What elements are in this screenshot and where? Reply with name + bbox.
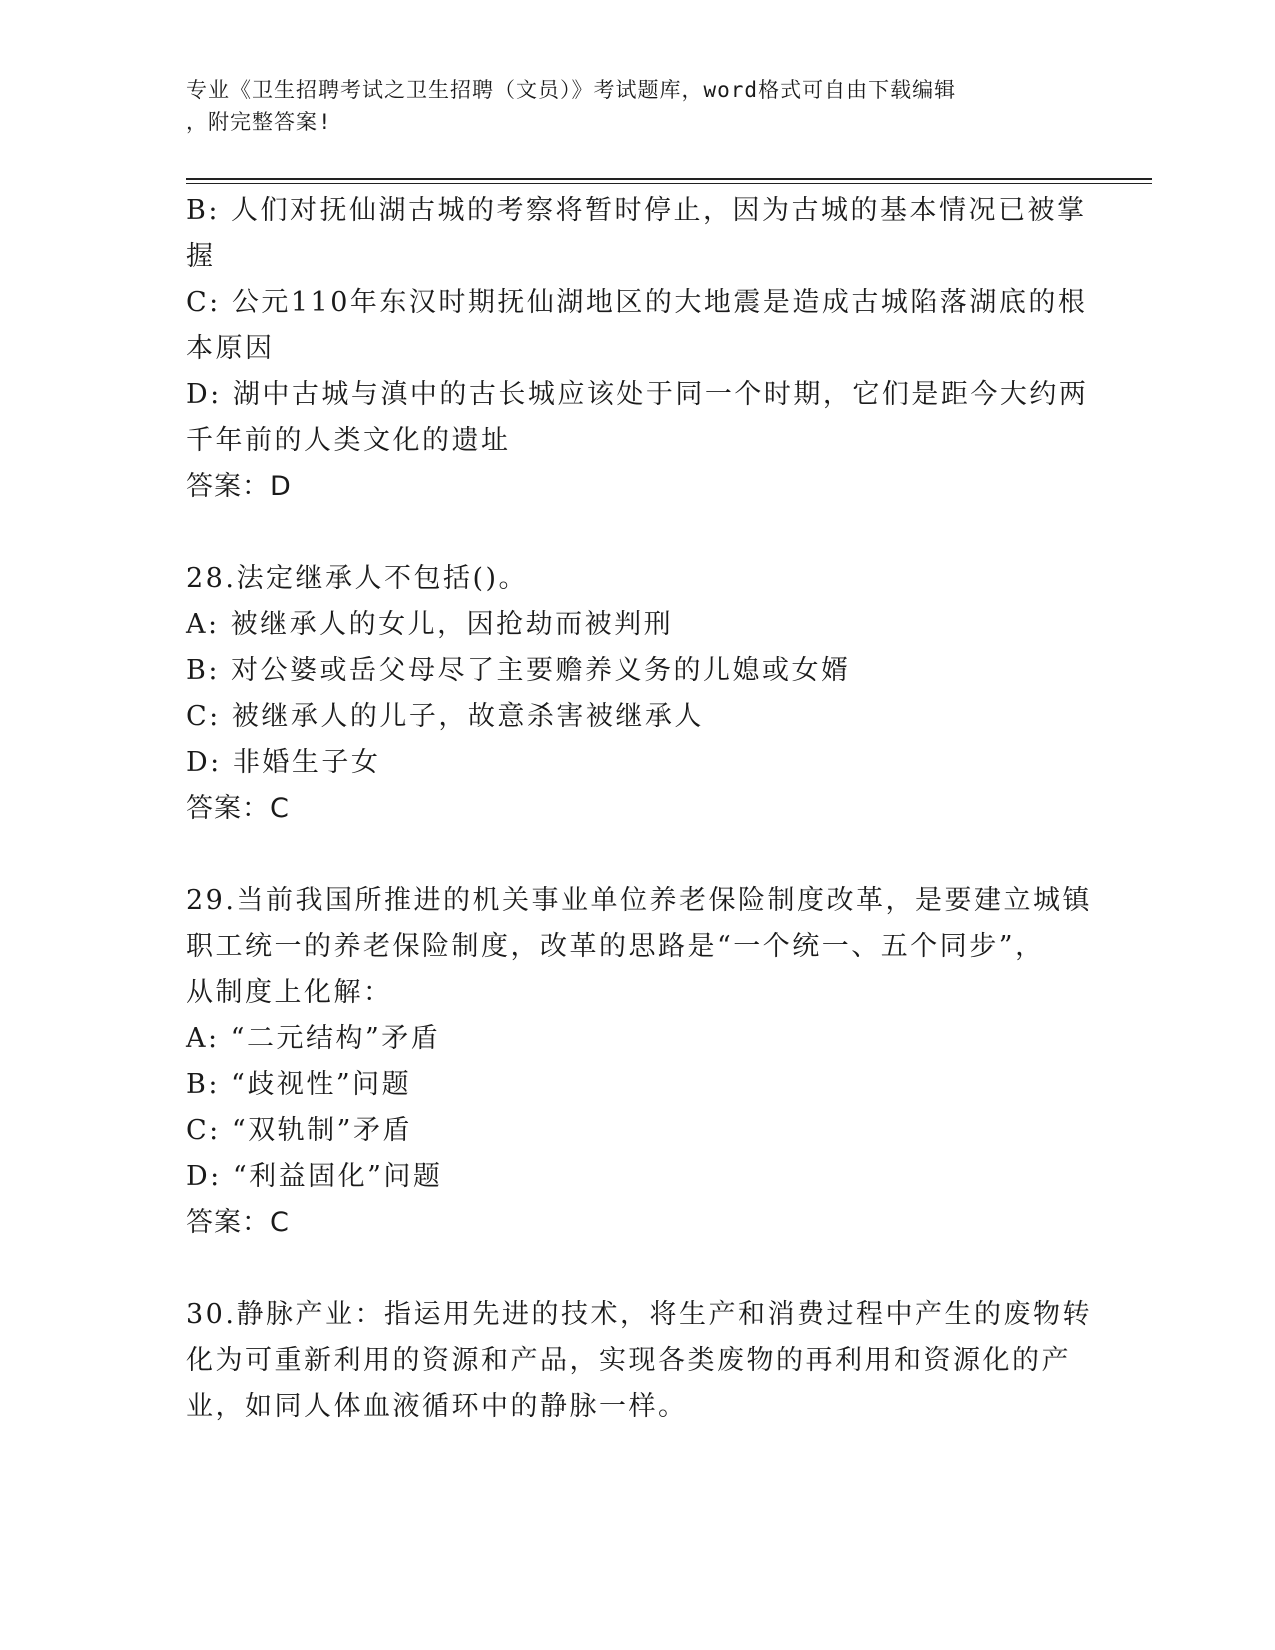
- question-29: [186, 878, 1092, 1246]
- q29-option-a: A: “二元结构”矛盾: [186, 1023, 441, 1054]
- q27-option-b-line-1: B: 人们对抚仙湖古城的考察将暂时停止，因为古城的基本情况已被掌: [186, 195, 1087, 226]
- question-content: [186, 188, 1092, 1430]
- q28-stem: 28.法定继承人不包括()。: [186, 563, 529, 594]
- question-28: [186, 556, 1066, 832]
- header-rule-thin: [186, 183, 1152, 184]
- spacer: [186, 832, 1066, 878]
- spacer: [186, 1246, 1066, 1292]
- header-line-1: 专业《卫生招聘考试之卫生招聘（文员）》考试题库，word格式可自由下载编辑: [186, 78, 957, 102]
- q28-option-a: A: 被继承人的女儿，因抢劫而被判刑: [186, 609, 674, 640]
- q27-option-c-line-2: 本原因: [186, 333, 275, 364]
- q30-stem-line-2: 化为可重新利用的资源和产品，实现各类废物的再利用和资源化的产: [186, 1345, 1071, 1376]
- q27-option-c-line-1: C: 公元110年东汉时期抚仙湖地区的大地震是造成古城陷落湖底的根: [186, 287, 1088, 318]
- header-rule-thick: [186, 178, 1152, 180]
- q27-option-b-line-2: 握: [186, 241, 216, 272]
- q29-option-d: D: “利益固化”问题: [186, 1161, 443, 1192]
- q28-option-c: C: 被继承人的儿子，故意杀害被继承人: [186, 701, 704, 732]
- q29-option-b: B: “歧视性”问题: [186, 1069, 412, 1100]
- q29-stem-line-1: 29.当前我国所推进的机关事业单位养老保险制度改革，是要建立城镇: [186, 885, 1092, 916]
- q29-answer: 答案：C: [186, 1207, 290, 1238]
- q30-stem-line-1: 30.静脉产业：指运用先进的技术，将生产和消费过程中产生的废物转: [186, 1299, 1092, 1330]
- q28-option-d: D: 非婚生子女: [186, 747, 381, 778]
- q28-answer: 答案：C: [186, 793, 290, 824]
- question-30: [186, 1292, 1092, 1430]
- question-27: [186, 188, 1089, 510]
- q27-option-d-line-1: D: 湖中古城与滇中的古长城应该处于同一个时期，它们是距今大约两: [186, 379, 1089, 410]
- header-line-2: ，附完整答案!: [186, 110, 332, 134]
- spacer: [186, 510, 1066, 556]
- q27-answer: 答案：D: [186, 471, 292, 502]
- page-header: [186, 74, 1066, 138]
- q29-option-c: C: “双轨制”矛盾: [186, 1115, 412, 1146]
- q27-option-d-line-2: 千年前的人类文化的遗址: [186, 425, 511, 456]
- q29-stem-line-3: 从制度上化解：: [186, 977, 393, 1008]
- q29-stem-line-2: 职工统一的养老保险制度，改革的思路是“一个统一、五个同步”，: [186, 931, 1045, 962]
- q30-stem-line-3: 业，如同人体血液循环中的静脉一样。: [186, 1391, 688, 1422]
- q28-option-b: B: 对公婆或岳父母尽了主要赡养义务的儿媳或女婿: [186, 655, 851, 686]
